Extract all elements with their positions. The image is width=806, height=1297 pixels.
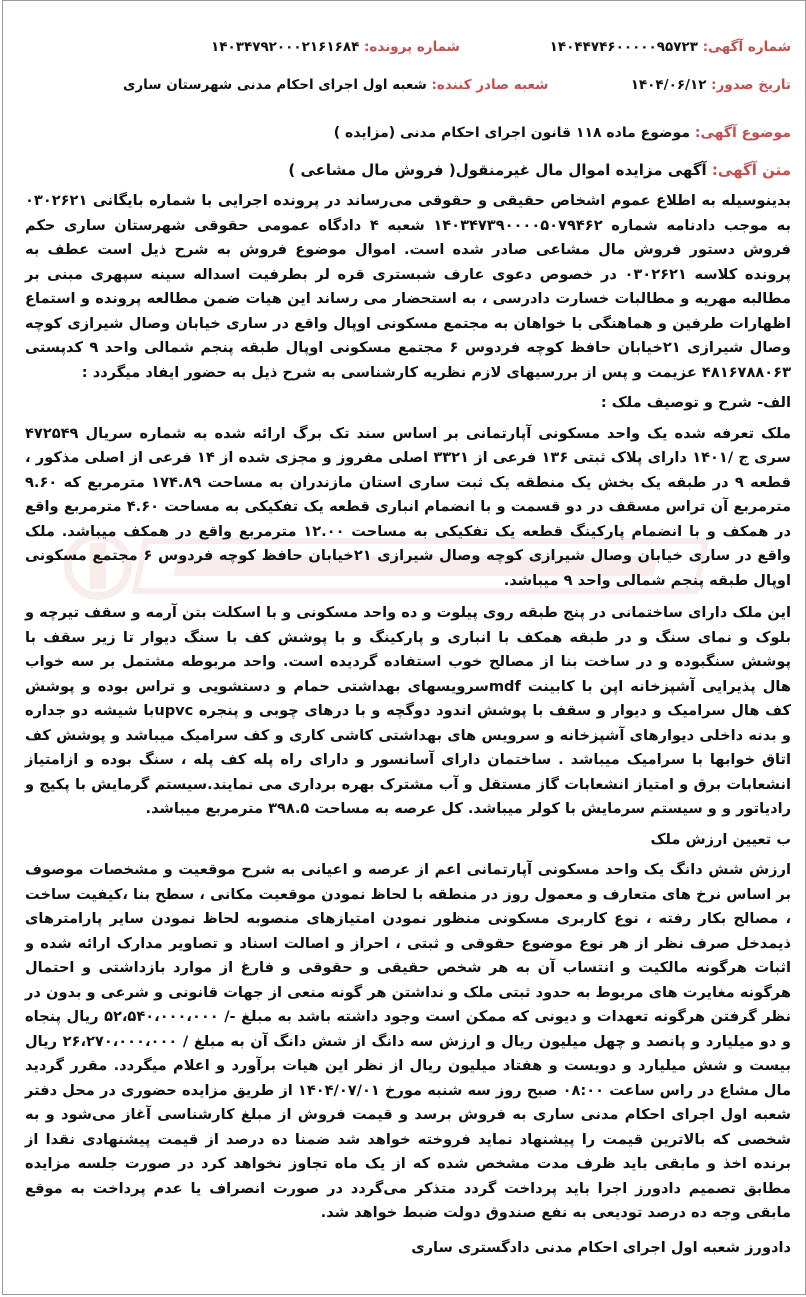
signature: دادورز شعبه اول اجرای احکام مدنی دادگستری ساری (411, 1238, 791, 1256)
case-number-value: ۱۴۰۳۴۷۹۲۰۰۰۲۱۶۱۶۸۴ (211, 39, 360, 55)
case-number (211, 39, 460, 55)
notice-subject (334, 125, 791, 141)
issuer-value: شعبه اول اجرای احکام مدنی شهرستان ساری (123, 77, 427, 93)
issue-date-value: ۱۴۰۴/۰۶/۱۲ (630, 77, 707, 93)
notice-subject-label: موضوع آگهی: (694, 125, 791, 141)
notice-text-title (288, 161, 791, 179)
notice-subject-value: موضوع ماده ۱۱۸ قانون اجرای احکام مدنی (مزایده ) (333, 125, 690, 141)
notice-number-value: ۱۴۰۴۴۷۴۶۰۰۰۰۰۹۵۷۲۳ (549, 39, 698, 55)
issue-date-label: تاریخ صدور: (711, 77, 791, 93)
body-paragraph-intro: بدینوسیله به اطلاع عموم اشخاص حقیقی و حقوقی می‌رساند در پرونده اجرایی با شماره بایگانی ۰۳۰۲۶۲۱ به موجب دادنامه شماره ۱۴۰۳۴۷۳۹۰۰۰۰۵۰۷۹۴۶۲ شعبه ۴ دادگاه عمومی حقوقی شهرستان ساری حکم فروش دستور فروش مال مشاعی صادر شده است. اموال موضوع فروش به شرح ذیل است عطف به پرونده کلاسه ۰۳۰۲۶۲۱ در خصوص دعوی عارف شبستری قره لر بطرفیت اسداله سینه سپهری مبنی بر مطالبه مهریه و مطالبات خسارت دادرسی ، به استحضار می رساند این هیات ضمن مطالعه پرونده و استماع اظهارات طرفین و هماهنگی با خواهان به مجتمع مسکونی اوپال واقع در ساری خیابان وصال شیرازی کوچه وصال شیرازی ۲۱خیابان حافظ کوچه فردوس ۶ مجتمع مسکونی اوپال طبقه پنجم شمالی واحد ۹ کدپستی ۴۸۱۶۷۸۸۰۶۳ عزیمت و پس از بررسیهای لازم نظریه کارشناسی به شرح ذیل به حضور ایفاد میگردد : (25, 192, 792, 381)
notice-text-heading: آگهی مزایده اموال مال غیرمنقول( فروش مال مشاعی ) (288, 161, 707, 179)
notice-body (25, 189, 791, 1260)
notice-text-label: متن آگهی: (711, 161, 791, 179)
notice-number (550, 39, 791, 55)
notice-number-label: شماره آگهی: (702, 39, 791, 55)
section-heading-description: الف- شرح و توصیف ملک : (600, 394, 791, 411)
body-paragraph-building: این ملک دارای ساختمانی در پنج طبقه روی پیلوت و ده واحد مسکونی و با اسکلت بتن آرمه و سقف تیرچه و بلوک و نمای سنگ و در طبقه همکف با انباری و پارکینگ و با پوشش کف با سنگ دیوار تا زیر سقف با پوشش سنگبوده و در ساخت بنا از مصالح خوب استفاده گردیده است. واحد مربوطه مشتمل بر سه خواب هال پذیرایی آشپزخانه اپن با کابینت mdfسرویسهای بهداشتی حمام و دستشویی و تراس بوده و پوشش کف هال سرامیک و دیوار و سقف با پوشش اندود دوگچه و با درهای چوبی و پنجره upvcبا شیشه دو جداره و بدنه داخلی دیوارهای آشپزخانه و سرویس های بهداشتی کاشی کاری و کف سرامیک میباشد و پوشش کف اتاق خوابها با سرامیک میباشد . ساختمان دارای آسانسور و دارای راه پله کف پله ، سنگ بوده و ازامتیاز انشعابات برق و امتیاز انشعابات گاز مستقل و آب مشترک بهره برداری می نمایند.سیستم گرمایش با پکیج و رادیاتور و و سیستم سرمایش با کولر میباشد. کل عرصه به مساحت ۳۹۸.۵ مترمربع میباشد. (25, 604, 791, 817)
issue-date (631, 77, 791, 93)
section-heading-valuation: ب تعیین ارزش ملک (650, 830, 791, 848)
case-number-label: شماره پرونده: (364, 39, 460, 55)
issuer-label: شعبه صادر کننده: (431, 77, 549, 93)
notice-page (2, 0, 806, 1295)
issuer (123, 77, 548, 93)
body-paragraph-valuation: ارزش شش دانگ یک واحد مسکونی آپارتمانی اعم از عرصه و اعیانی به شرح موقعیت و مشخصات موصوف بر اساس نرخ های متعارف و معمول روز در منطقه با لحاظ نمودن موقعیت مکانی ، سطح بنا ،کیفیت ساخت ، مصالح بکار رفته ، نوع کاربری مسکونی منظور نمودن امتیازهای منصوبه لحاظ نمودن سایر پارامترهای ذیمدخل صرف نظر از هر نوع موضوع حقوقی و ثبتی ، احراز و اصالت اسناد و تصاویر مدارک ارائه شده و اثبات هرگونه مالکیت و انتساب آن به هر شخص حقیقی و حقوقی و فارغ از موارد بازداشتی و احتمال هرگونه مغایرت های مربوط به حدود ثبتی ملک و نداشتن هر گونه منعی از جهات قانونی و شرعی و بدون در نظر گرفتن هرگونه تعهدات و دیونی که ممکن است وجود داشته باشد به مبلغ -/ ۵۲،۵۴۰،۰۰۰،۰۰۰ ریال پنجاه و دو میلیارد و پانصد و چهل میلیون ریال و ارزش سه دانگ از شش دانگ آن به مبلغ / ۲۶،۲۷۰،۰۰۰،۰۰۰ ریال بیست و شش میلیارد و دویست و هفتاد میلیون ریال از نظر این هیات برآورد و اعلام میگردد. مقرر گردید مال مشاع در راس ساعت ۰۸:۰۰ صبح روز سه شنبه مورخ ۱۴۰۴/۰۷/۰۱ از طریق مزایده حضوری در محل دفتر شعبه اول اجرای احکام مدنی ساری به فروش برسد و قیمت فروش از مبلغ کارشناسی آغاز می‌شود و به شخصی که بالاترین قیمت را پیشنهاد نماید فروخته خواهد شد ضمنا ده درصد از قیمت پیشنهادی نقدا از برنده اخذ و مابقی باید ظرف مدت مشخص شده که از یک ماه تجاوز نخواهد کرد در صورت جلسه مزایده مطابق تصمیم دادورز اجرا باید پرداخت گردد متذکر می‌گردد در صورت انصراف یا عدم پرداخت به موقع مابقی وجه ده درصد تودیعی به نفع صندوق دولت ضبط خواهد شد. (25, 861, 791, 1221)
body-paragraph-property: ملک تعرفه شده یک واحد مسکونی آپارتمانی بر اساس سند تک برگ ارائه شده به شماره سریال ۴۷۲۵۴۹ سری ج /۱۴۰۱ دارای پلاک ثبتی ۱۳۶ فرعی از ۳۳۲۱ اصلی مفروز و مجزی شده از ۱۴ فرعی از اصلی مذکور ، قطعه ۹ در طبقه یک بخش یک منطقه یک ثبت ساری استان مازندران به مساحت ۱۷۴.۸۹ مترمربع که ۹.۶۰ مترمربع آن تراس مسقف در دو قسمت و با انضمام انباری قطعه یک تفکیکی به مساحت ۴.۶۰ مترمربع واقع در همکف و با انضمام پارکینگ قطعه یک تفکیکی به مساحت ۱۲.۰۰ مترمربع واقع در همکف میباشد. ملک واقع در ساری خیابان وصال شیرازی کوچه وصال شیرازی ۲۱خیابان حافظ کوچه فردوس ۶ مجتمع مسکونی اوپال طبقه پنجم شمالی واحد ۹ میباشد. (25, 424, 792, 589)
